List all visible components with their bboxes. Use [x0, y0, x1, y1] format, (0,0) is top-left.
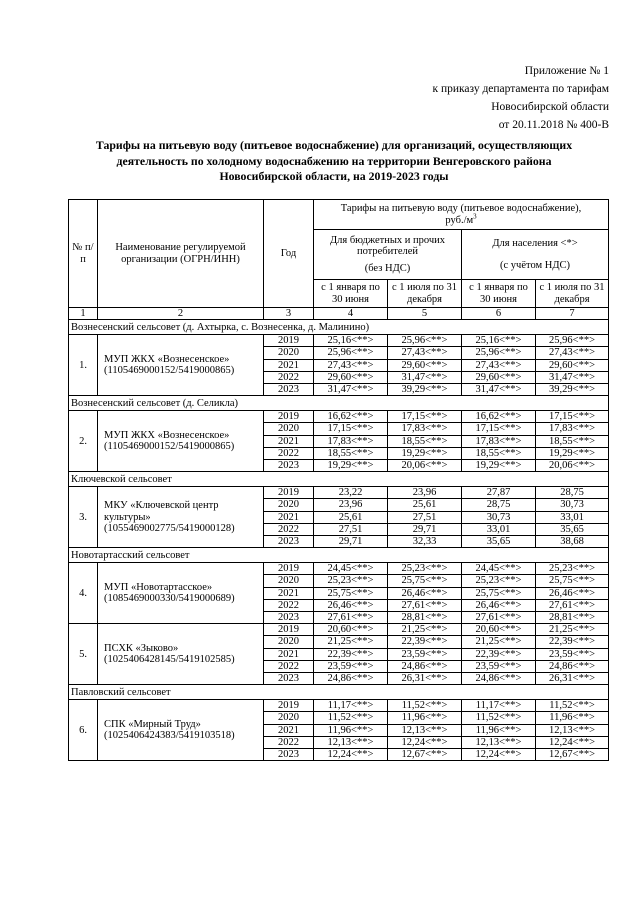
table-row	[69, 411, 609, 423]
header-population	[462, 230, 609, 280]
year-cell: 2019	[264, 487, 314, 499]
tariff-cell: 17,15<**>	[388, 411, 462, 423]
tariff-cell: 17,15<**>	[314, 423, 388, 435]
header-period-1: с 1 января по 30 июня	[314, 280, 388, 308]
tariff-cell: 12,13<**>	[388, 724, 462, 736]
document-title	[60, 138, 608, 185]
tariff-cell: 18,55<**>	[536, 435, 609, 447]
tariff-cell: 17,83<**>	[388, 423, 462, 435]
organization-name: ПСХК «Зыково» (1025406428145/5419102585)	[98, 624, 264, 685]
tariff-cell: 11,52<**>	[536, 700, 609, 712]
section-title: Вознесенский сельсовет (д. Ахтырка, с. Вознесенка, д. Малинино)	[69, 320, 609, 335]
header-tariffs-sup: 3	[473, 212, 477, 220]
tariff-cell: 24,86<**>	[388, 660, 462, 672]
tariff-cell: 19,29<**>	[536, 447, 609, 459]
tariff-cell: 27,51	[314, 523, 388, 535]
col-number: 4	[314, 308, 388, 320]
tariff-cell: 23,22	[314, 487, 388, 499]
header-tariffs-unit: руб./м	[445, 214, 474, 226]
tariff-cell: 25,23<**>	[536, 563, 609, 575]
tariff-cell: 24,45<**>	[314, 563, 388, 575]
tariff-cell: 20,60<**>	[462, 624, 536, 636]
year-cell: 2022	[264, 599, 314, 611]
tariff-cell: 17,83<**>	[314, 435, 388, 447]
tariff-cell: 12,24<**>	[462, 749, 536, 761]
year-cell: 2020	[264, 347, 314, 359]
section-row	[69, 320, 609, 335]
header-budget	[314, 230, 462, 280]
year-cell: 2020	[264, 636, 314, 648]
tariff-cell: 19,29<**>	[388, 447, 462, 459]
tariff-cell: 27,61<**>	[314, 612, 388, 624]
tariff-cell: 24,86<**>	[314, 673, 388, 685]
tariff-cell: 27,51	[388, 511, 462, 523]
tariff-cell: 20,06<**>	[388, 460, 462, 472]
tariff-cell: 27,61<**>	[462, 612, 536, 624]
tariff-cell: 12,13<**>	[314, 736, 388, 748]
table-row	[69, 335, 609, 347]
tariff-cell: 22,39<**>	[462, 648, 536, 660]
tariff-cell: 21,25<**>	[462, 636, 536, 648]
appendix-block	[432, 62, 609, 134]
tariff-cell: 18,55<**>	[314, 447, 388, 459]
header-period-2: с 1 июля по 31 декабря	[388, 280, 462, 308]
year-cell: 2021	[264, 359, 314, 371]
row-number: 2.	[69, 411, 98, 472]
tariff-cell: 28,81<**>	[388, 612, 462, 624]
year-cell: 2019	[264, 624, 314, 636]
row-number: 3.	[69, 487, 98, 548]
year-cell: 2021	[264, 511, 314, 523]
tariff-cell: 29,60<**>	[314, 371, 388, 383]
tariff-cell: 22,39<**>	[536, 636, 609, 648]
tariff-cell: 27,43<**>	[462, 359, 536, 371]
year-cell: 2022	[264, 371, 314, 383]
tariff-cell: 31,47<**>	[536, 371, 609, 383]
tariff-cell: 27,43<**>	[536, 347, 609, 359]
tariff-cell: 11,52<**>	[314, 712, 388, 724]
header-tariffs	[314, 200, 609, 230]
tariff-cell: 25,75<**>	[462, 587, 536, 599]
tariff-cell: 23,59<**>	[388, 648, 462, 660]
tariff-cell: 26,31<**>	[536, 673, 609, 685]
table-row	[69, 487, 609, 499]
header-num: № п/п	[69, 200, 98, 308]
row-number: 6.	[69, 700, 98, 761]
tariff-cell: 11,52<**>	[388, 700, 462, 712]
table-row	[69, 563, 609, 575]
tariff-cell: 25,96<**>	[462, 347, 536, 359]
section-row	[69, 685, 609, 700]
tariff-cell: 30,73	[536, 499, 609, 511]
tariff-cell: 25,96<**>	[314, 347, 388, 359]
tariff-cell: 26,46<**>	[462, 599, 536, 611]
title-line: Тарифы на питьевую воду (питьевое водоснабжение) для организаций, осуществляющих	[95, 138, 573, 152]
tariff-cell: 12,24<**>	[388, 736, 462, 748]
year-cell: 2023	[264, 384, 314, 396]
tariff-cell: 16,62<**>	[314, 411, 388, 423]
header-period-4: с 1 июля по 31 декабря	[536, 280, 609, 308]
col-number: 5	[388, 308, 462, 320]
title-line: деятельность по холодному водоснабжению на территории Венгеровского района	[116, 153, 552, 168]
tariff-cell: 25,61	[388, 499, 462, 511]
tariff-cell: 38,68	[536, 536, 609, 548]
year-cell: 2022	[264, 660, 314, 672]
tariff-cell: 23,59<**>	[462, 660, 536, 672]
tariff-cell: 23,96	[388, 487, 462, 499]
year-cell: 2023	[264, 612, 314, 624]
tariff-cell: 25,23<**>	[462, 575, 536, 587]
header-population-vat: (с учётом НДС)	[500, 260, 571, 271]
tariff-cell: 32,33	[388, 536, 462, 548]
tariff-table	[68, 199, 609, 761]
tariff-cell: 27,61<**>	[388, 599, 462, 611]
tariff-cell: 17,83<**>	[536, 423, 609, 435]
tariff-cell: 16,62<**>	[462, 411, 536, 423]
year-cell: 2021	[264, 724, 314, 736]
tariff-cell: 12,67<**>	[536, 749, 609, 761]
organization-name: МУП ЖКХ «Вознесенское» (1105469000152/5419000865)	[98, 411, 264, 472]
year-cell: 2020	[264, 423, 314, 435]
tariff-cell: 17,83<**>	[462, 435, 536, 447]
header-tariffs-text: Тарифы на питьевую воду (питьевое водоснабжение),	[340, 203, 582, 215]
tariff-cell: 26,46<**>	[388, 587, 462, 599]
tariff-cell: 20,60<**>	[314, 624, 388, 636]
section-row	[69, 548, 609, 563]
tariff-cell: 11,96<**>	[388, 712, 462, 724]
year-cell: 2022	[264, 447, 314, 459]
tariff-cell: 25,75<**>	[536, 575, 609, 587]
row-number: 4.	[69, 563, 98, 624]
year-cell: 2019	[264, 335, 314, 347]
header-budget-label: Для бюджетных и прочих потребителей	[329, 234, 445, 257]
tariff-cell: 11,96<**>	[462, 724, 536, 736]
col-number: 1	[69, 308, 98, 320]
tariff-cell: 28,75	[536, 487, 609, 499]
tariff-cell: 24,86<**>	[462, 673, 536, 685]
tariff-cell: 22,39<**>	[388, 636, 462, 648]
col-number: 7	[536, 308, 609, 320]
tariff-cell: 26,31<**>	[388, 673, 462, 685]
organization-name: МУП «Новотартасское» (1085469000330/5419000689)	[98, 563, 264, 624]
tariff-cell: 11,96<**>	[314, 724, 388, 736]
tariff-cell: 19,29<**>	[462, 460, 536, 472]
year-cell: 2020	[264, 499, 314, 511]
title-line: Новосибирской области, на 2019-2023 годы	[219, 169, 449, 183]
header-budget-vat: (без НДС)	[364, 263, 411, 275]
tariff-cell: 26,46<**>	[314, 599, 388, 611]
tariff-cell: 11,17<**>	[314, 700, 388, 712]
section-row	[69, 396, 609, 411]
organization-name: СПК «Мирный Труд» (1025406424383/5419103518)	[98, 700, 264, 761]
tariff-cell: 28,81<**>	[536, 612, 609, 624]
tariff-cell: 12,13<**>	[462, 736, 536, 748]
tariff-cell: 11,52<**>	[462, 712, 536, 724]
year-cell: 2021	[264, 435, 314, 447]
tariff-cell: 29,60<**>	[536, 359, 609, 371]
tariff-cell: 33,01	[536, 511, 609, 523]
section-title: Вознесенский сельсовет (д. Селикла)	[69, 396, 609, 411]
year-cell: 2023	[264, 460, 314, 472]
year-cell: 2019	[264, 563, 314, 575]
tariff-cell: 20,06<**>	[536, 460, 609, 472]
organization-name: МКУ «Ключевской центр культуры» (1055469002775/5419000128)	[98, 487, 264, 548]
appendix-line: Приложение № 1	[524, 65, 609, 77]
tariff-cell: 25,96<**>	[536, 335, 609, 347]
section-title: Павловский сельсовет	[69, 685, 609, 700]
tariff-cell: 24,45<**>	[462, 563, 536, 575]
tariff-cell: 12,24<**>	[314, 749, 388, 761]
section-title: Новотартасский сельсовет	[69, 548, 609, 563]
header-org: Наименование регулируемой организации (ОГРН/ИНН)	[98, 200, 264, 308]
tariff-cell: 25,75<**>	[388, 575, 462, 587]
tariff-cell: 18,55<**>	[462, 447, 536, 459]
appendix-line: Новосибирской области	[491, 101, 609, 113]
table-row	[69, 700, 609, 712]
table-row	[69, 624, 609, 636]
tariff-cell: 12,13<**>	[536, 724, 609, 736]
tariff-cell: 25,16<**>	[462, 335, 536, 347]
tariff-cell: 29,71	[388, 523, 462, 535]
year-cell: 2019	[264, 411, 314, 423]
row-number: 5.	[69, 624, 98, 685]
tariff-cell: 39,29<**>	[388, 384, 462, 396]
tariff-cell: 27,87	[462, 487, 536, 499]
tariff-cell: 17,15<**>	[536, 411, 609, 423]
tariff-cell: 24,86<**>	[536, 660, 609, 672]
tariff-cell: 12,67<**>	[388, 749, 462, 761]
header-period-3: с 1 января по 30 июня	[462, 280, 536, 308]
tariff-cell: 23,96	[314, 499, 388, 511]
year-cell: 2023	[264, 536, 314, 548]
header-population-label: Для населения <*>	[492, 237, 578, 249]
tariff-cell: 31,47<**>	[314, 384, 388, 396]
col-number: 2	[98, 308, 264, 320]
tariff-cell: 29,60<**>	[462, 371, 536, 383]
year-cell: 2020	[264, 712, 314, 724]
tariff-cell: 35,65	[536, 523, 609, 535]
tariff-cell: 25,75<**>	[314, 587, 388, 599]
section-row	[69, 472, 609, 487]
tariff-cell: 11,17<**>	[462, 700, 536, 712]
tariff-cell: 35,65	[462, 536, 536, 548]
tariff-cell: 25,23<**>	[314, 575, 388, 587]
tariff-cell: 12,24<**>	[536, 736, 609, 748]
tariff-cell: 22,39<**>	[314, 648, 388, 660]
tariff-cell: 21,25<**>	[388, 624, 462, 636]
tariff-cell: 17,15<**>	[462, 423, 536, 435]
header-year: Год	[264, 200, 314, 308]
tariff-cell: 23,59<**>	[536, 648, 609, 660]
tariff-cell: 11,96<**>	[536, 712, 609, 724]
tariff-cell: 31,47<**>	[462, 384, 536, 396]
tariff-cell: 31,47<**>	[388, 371, 462, 383]
tariff-cell: 21,25<**>	[536, 624, 609, 636]
year-cell: 2020	[264, 575, 314, 587]
tariff-cell: 21,25<**>	[314, 636, 388, 648]
row-number: 1.	[69, 335, 98, 396]
tariff-cell: 27,43<**>	[388, 347, 462, 359]
appendix-line: к приказу департамента по тарифам	[432, 83, 609, 95]
year-cell: 2021	[264, 648, 314, 660]
tariff-cell: 19,29<**>	[314, 460, 388, 472]
year-cell: 2022	[264, 523, 314, 535]
tariff-cell: 26,46<**>	[536, 587, 609, 599]
tariff-cell: 25,23<**>	[388, 563, 462, 575]
year-cell: 2021	[264, 587, 314, 599]
organization-name: МУП ЖКХ «Вознесенское» (1105469000152/5419000865)	[98, 335, 264, 396]
tariff-cell: 39,29<**>	[536, 384, 609, 396]
year-cell: 2019	[264, 700, 314, 712]
appendix-line: от 20.11.2018 № 400-В	[498, 119, 609, 131]
year-cell: 2022	[264, 736, 314, 748]
tariff-cell: 30,73	[462, 511, 536, 523]
col-number: 3	[264, 308, 314, 320]
col-number: 6	[462, 308, 536, 320]
tariff-cell: 27,61<**>	[536, 599, 609, 611]
tariff-cell: 25,16<**>	[314, 335, 388, 347]
year-cell: 2023	[264, 749, 314, 761]
tariff-cell: 23,59<**>	[314, 660, 388, 672]
tariff-cell: 28,75	[462, 499, 536, 511]
section-title: Ключевской сельсовет	[69, 472, 609, 487]
year-cell: 2023	[264, 673, 314, 685]
tariff-cell: 27,43<**>	[314, 359, 388, 371]
tariff-cell: 18,55<**>	[388, 435, 462, 447]
tariff-cell: 25,96<**>	[388, 335, 462, 347]
tariff-cell: 33,01	[462, 523, 536, 535]
tariff-cell: 29,71	[314, 536, 388, 548]
tariff-cell: 25,61	[314, 511, 388, 523]
tariff-cell: 29,60<**>	[388, 359, 462, 371]
